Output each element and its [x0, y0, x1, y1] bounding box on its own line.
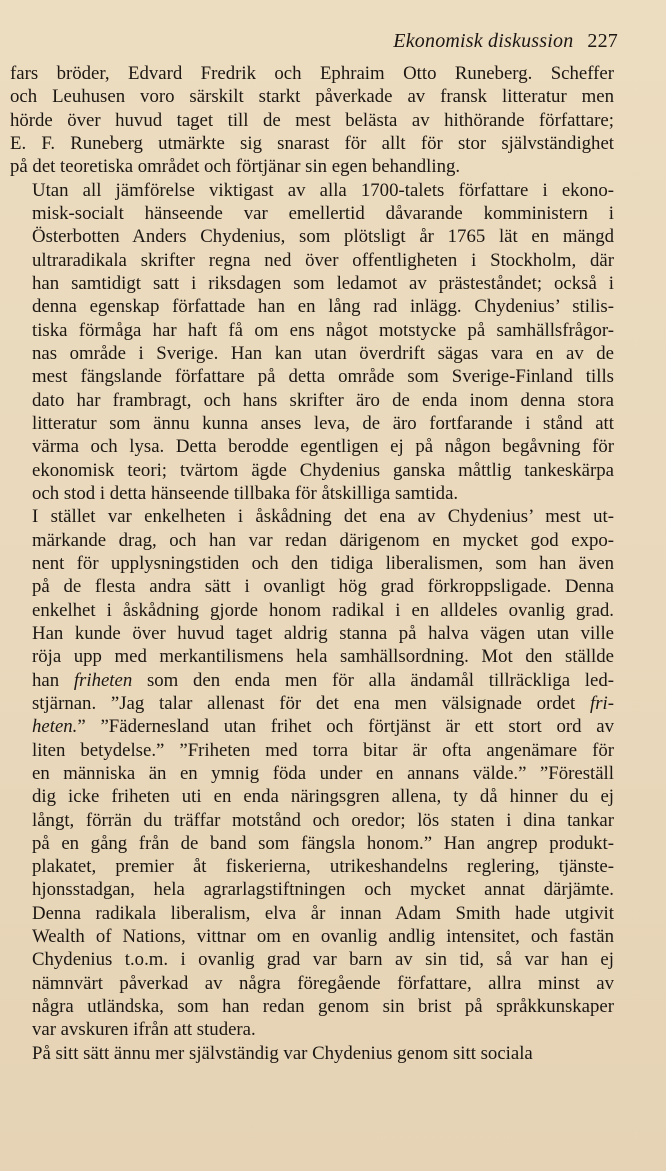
- text-line: Chydenius t.o.m. i ovanlig grad var barn av sin tid, så var han ej: [32, 949, 614, 971]
- text-line: nämnvärt påverkad av några föregående författare, allra minst av: [32, 972, 614, 994]
- text-line: och stod i detta hänseende tillbaka för åtskilliga samtida.: [32, 482, 459, 504]
- text-line: märkande drag, och han var redan därigenom en mycket god expo-: [32, 529, 614, 551]
- text-line: plakatet, premier åt fiskerierna, utrikeshandelns reglering, tjänste-: [32, 856, 614, 878]
- text-line: hörde över huvud taget till de mest belästa av hithörande författare;: [10, 109, 614, 131]
- text-line: liten betydelse.” ”Friheten med torra bitar är ofta angenämare för: [32, 739, 614, 761]
- text-line: på det teoretiska området och förtjänar sin egen behandling.: [10, 156, 461, 178]
- text-line: ekonomisk teori; tvärtom ägde Chydenius ganska måttlig tankeskärpa: [32, 459, 614, 481]
- text-line: heten.” ”Fädernesland utan frihet och förtjänst är ett stort ord av: [32, 716, 614, 738]
- emphasized-text: friheten: [73, 669, 133, 691]
- text-line: han samtidigt satt i riksdagen som ledamot av prästeståndet; också i: [32, 272, 614, 294]
- text-line: en människa än en ymnig föda under en annans välde.” ”Föreställ: [32, 762, 614, 784]
- text-line: röja upp med merkantilismens hela samhällsordning. Mot den ställde: [32, 646, 614, 668]
- text-line: litteratur som ännu kunna anses leva, de äro fortfarande i stånd att: [32, 412, 614, 434]
- text-line: några utländska, som han redan genom sin brist på språkkunskaper: [32, 996, 614, 1018]
- text-line: Han kunde över huvud taget aldrig stanna på halva vägen utan ville: [32, 622, 614, 644]
- text-line: tiska förmåga har haft få om ens något motstycke på samhällsfrågor-: [32, 319, 614, 341]
- text-line: E. F. Runeberg utmärkte sig snarast för allt för stor självständighet: [10, 132, 614, 154]
- text-line: han friheten som den enda men för alla ändamål tillräckliga led-: [32, 669, 614, 691]
- text-line: Utan all jämförelse viktigast av alla 1700-talets författare i ekono-: [32, 179, 614, 201]
- text-line: enkelhet i åskådning gjorde honom radikal i en alldeles ovanlig grad.: [32, 599, 614, 621]
- text-line: ultraradikala skrifter regna ned över offentligheten i Stockholm, där: [32, 249, 614, 271]
- text-line: misk-socialt hänseende var emellertid dåvarande komministern i: [32, 202, 614, 224]
- paragraph: [10, 179, 614, 506]
- text-line: stjärnan. ”Jag talar allenast för det ena men välsignade ordet fri-: [32, 692, 614, 714]
- text-line: På sitt sätt ännu mer självständig var Chydenius genom sitt sociala: [32, 1042, 533, 1064]
- text-line: Denna radikala liberalism, elva år innan Adam Smith hade utgivit: [32, 902, 614, 924]
- body-text: [10, 62, 614, 1065]
- text-line: var avskuren ifrån att studera.: [32, 1019, 256, 1041]
- paragraph: [10, 62, 614, 179]
- text-line: Österbotten Anders Chydenius, som plötsligt år 1765 lät en mängd: [32, 226, 614, 248]
- emphasized-text: heten.: [32, 716, 78, 738]
- text-line: dato har frambragt, och hans skrifter äro de enda inom denna stora: [32, 389, 614, 411]
- text-line: nas område i Sverige. Han kan utan överdrift sägas vara en av de: [32, 342, 614, 364]
- text-line: långt, förrän du träffar motstånd och oredor; lös staten i dina tankar: [32, 809, 614, 831]
- text-line: Wealth of Nations, vittnar om en ovanlig andlig intensitet, och fastän: [32, 926, 614, 948]
- paragraph: [10, 505, 614, 1042]
- text-line: hjonsstadgan, hela agrarlagstiftningen och mycket annat därjämte.: [32, 879, 614, 901]
- text-line: I stället var enkelheten i åskådning det ena av Chydenius’ mest ut-: [32, 506, 614, 528]
- emphasized-text: fri-: [590, 692, 614, 714]
- text-line: på en gång från de band som fängsla honom.” Han angrep produkt-: [32, 832, 614, 854]
- running-head: [10, 30, 618, 62]
- text-line: och Leuhusen voro särskilt starkt påverkade av fransk litteratur men: [10, 86, 614, 108]
- text-line: på de flesta andra sätt i ovanligt hög grad förkroppsligade. Denna: [32, 576, 614, 598]
- text-line: mest fängslande författare på detta område som Sverige-Finland tills: [32, 366, 614, 388]
- text-line: fars bröder, Edvard Fredrik och Ephraim Otto Runeberg. Scheffer: [10, 63, 614, 84]
- paragraph: [10, 1042, 614, 1065]
- running-head-title: Ekonomisk diskussion: [393, 30, 574, 52]
- text-line: nent för upplysningstiden och den tidiga liberalismen, som han även: [32, 552, 614, 574]
- text-line: dig icke friheten uti en enda näringsgren allena, ty då hinner du ej: [32, 786, 614, 808]
- text-line: denna egenskap författade han en lång rad inlägg. Chydenius’ stilis-: [32, 296, 614, 318]
- text-line: värma och lysa. Detta berodde egentligen ej på någon begåvning för: [32, 436, 614, 458]
- page-number: 227: [587, 30, 618, 52]
